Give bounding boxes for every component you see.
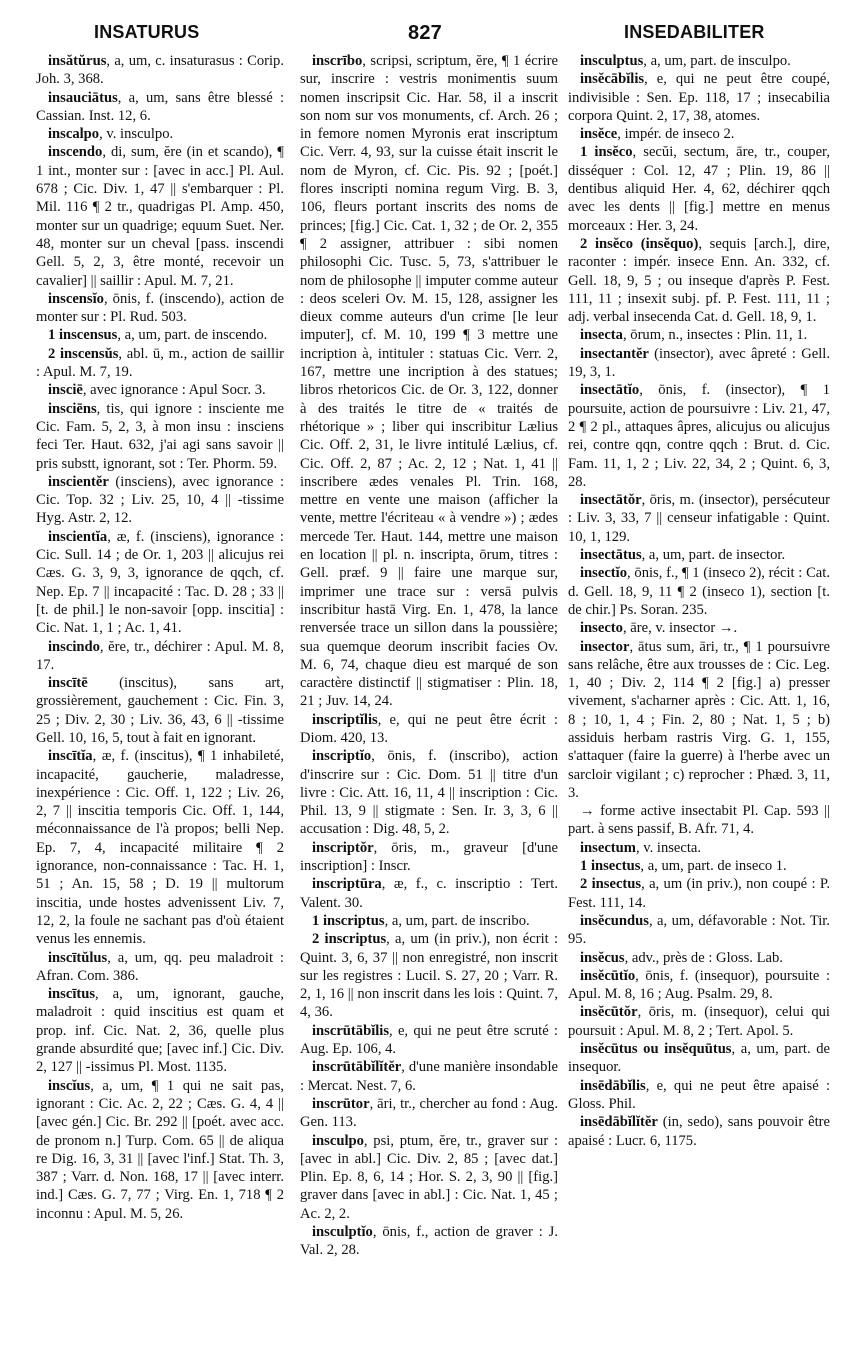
entry-headword: inscĭus <box>48 1077 91 1094</box>
dictionary-entry <box>36 473 284 528</box>
entry-headword: insciēns <box>48 400 97 417</box>
entry-definition: , a, um, part. de inseco 1. <box>640 858 787 875</box>
entry-headword: 2 inscriptus <box>312 931 387 948</box>
entry-definition: , a, um (in priv.), non écrit : Quint. 3, 6, 37 || non enregistré, non inscrit sur les registres : Lucil. S. 27, 20 ; Varr. R. 2, 1, 16 || non inscrit dans les lois : Quint. 7, 4, 36. <box>300 931 558 1021</box>
entry-definition: , æ, f. (insciens), ignorance : Cic. Sull. 14 ; de Or. 1, 203 || alicujus rei Cæs. G. 3, 9, 3, ignorance de qqch, cf. Nep. Ep. 7 || incapacité : Tac. D. 28 ; 33 || [t. de phil.] le non-savoir [opp. inscitia] : Cic. Nat. 1, 1 ; Ac. 1, 41. <box>36 528 284 637</box>
entry-definition: , ōnis, f. (insector), ¶ 1 poursuite, action de poursuivre : Liv. 21, 47, 2 ¶ 2 pl., attaques âpres, alicujus ou alicujus rei, contre qqn, contre qqch : Brut. d. Cic. Fam. 11, 1, 2 ; Liv. 22, 34, 2 ; Quint. 6, 3, 28. <box>568 382 830 490</box>
dictionary-entry <box>568 857 830 875</box>
dictionary-entry <box>300 1095 558 1132</box>
entry-headword: insĕcūtĭo <box>580 967 636 984</box>
dictionary-entry <box>568 70 830 125</box>
entry-definition: (insector), avec âpreté : Gell. 19, 3, 1. <box>568 345 830 381</box>
entry-headword: insectum <box>580 839 636 856</box>
entry-definition: , avec ignorance : Apul Socr. 3. <box>82 382 266 399</box>
entry-definition: , d'une manière insondable : Mercat. Nest. 7, 6. <box>300 1059 558 1094</box>
entry-headword: insĕce <box>580 126 618 143</box>
entry-definition: (in, sedo), sans pouvoir être apaisé : Lucr. 6, 1175. <box>568 1114 830 1149</box>
entry-headword: insectātus <box>580 547 642 564</box>
dictionary-entry <box>568 638 830 803</box>
dictionary-entry <box>300 1058 558 1095</box>
dictionary-entry <box>36 381 284 399</box>
dictionary-entry <box>568 1040 830 1077</box>
dictionary-entry <box>300 747 558 838</box>
entry-definition: , ōris, m. (insequor), celui qui poursuit : Apul. M. 8, 2 ; Tert. Apol. 5. <box>568 1004 830 1039</box>
entry-headword: inscientĕr <box>48 473 109 490</box>
entry-headword: insēdābĭlĭtĕr <box>580 1114 658 1131</box>
entry-headword: → <box>580 803 595 820</box>
dictionary-entry <box>568 546 830 564</box>
dictionary-entry <box>300 52 558 711</box>
entry-headword: insătŭrus <box>48 53 107 69</box>
entry-definition: forme active insectabit Pl. Cap. 593 || part. à sens passif, B. Afr. 71, 4. <box>568 803 830 838</box>
dictionary-entry <box>568 345 830 382</box>
dictionary-entry <box>300 839 558 876</box>
entry-headword: inscrūtābĭlĭtĕr <box>312 1059 402 1076</box>
dictionary-entry <box>36 89 284 126</box>
dictionary-entry <box>36 400 284 473</box>
entry-headword: inscītē <box>48 675 88 692</box>
entry-definition: , scripsi, scriptum, ĕre, ¶ 1 écrire sur, inscrire : vestris monimentis suum nomen inscripsit Cic. Har. 58, il a inscrit son nom sur vos monuments, cf. Arch. 26 ; in femore nomen Myronis erat inscriptum Cic. Verr. 4, 93, sur la cuisse était inscrit le nom de Myron, cf. Cic. Pis. 92 ; [poét.] flores inscripti nomina regum Virg. B. 3, 106, fleurs portant inscrits des noms de princes; [fig.] Cic. Cat. 1, 32 ; de Or. 2, 355 ¶ 2 assigner, attribuer : sibi nomen philosophi Cic. Tusc. 5, 73, s'attribuer le nom de philosophe || imputer comme auteur : deos sceleri Ov. M. 15, 128, assigner les dieux comme auteurs d'un crime [le leur imputer], cf. M. 10, 199 ¶ 3 mettre une incription à, intituler : statuas Cic. Verr. 2, 167, mettre une incription à des statues; libros rhetoricos Cic. de Or. 3, 122, donner à des traités le titre de « traités de rhétorique » ; liber qui inscribitur Lælius Cic. Off. 2, 31, le livre intitulé Lælius, cf. Cic. Off. 2, 87 ; Ac. 2, 12 ; Nat. 1, 41 || inscribere ædes venales Pl. Trin. 168, mettre en vente une maison (afficher la vente, mettre l'écriteau « à vendre ») ; ædes mercede Ter. Haut. 144, mettre une maison en location || pl. n. inscripta, ōrum, titres : Gell. præf. 9 || faire une marque sur, imprimer une trace sur : versā pulvis inscribitur hastā Virg. En. 1, 478, la lance renversée trace un sillon dans la poussière; sua quemque deorum inscribit facies Ov. M. 6, 74, chaque dieu est marqué de son caractère distinctif || stigmatiser : Plin. 18, 21 ; Juv. 14, 24. <box>300 53 558 710</box>
entry-headword: inscensĭo <box>48 290 104 307</box>
entry-definition: , tis, qui ignore : insciente me Cic. Fam. 5, 2, 3, à mon insu : insciens feci Ter. Haut. 632, j'ai agi sans savoir || pris substt, ignorant, sot : Ter. Phorm. 59. <box>36 400 284 472</box>
dictionary-entry <box>36 528 284 638</box>
entry-definition: , a, um, part. de insculpo. <box>643 53 791 69</box>
entry-definition: , abl. ū, m., action de saillir : Apul. M. 7, 19. <box>36 345 284 381</box>
entry-definition: , ōnis, f. (inscendo), action de monter sur : Pl. Rud. 503. <box>36 290 284 326</box>
entry-headword: insectātŏr <box>580 492 642 509</box>
entry-headword: 1 insectus <box>580 858 641 875</box>
entry-definition: , ātus sum, āri, tr., ¶ 1 poursuivre sans relâche, être aux trousses de : Cic. Leg. 1, 40 ; Div. 2, 114 ¶ 2 [fig.] a) presser vivement, s'acharner après : Cic. Att. 1, 16, 8 ; 10, 1, 4 ; Fin. 2, 80 ; Nat. 1, 5 ; b) assiduis herbam rastris Virg. G. 1, 155, s'attaquer (faire la guerre) à l'herbe avec un sarcloir vigilant ; c) reprocher : Phæd. 3, 11, 3. <box>568 638 830 801</box>
dictionary-entry <box>568 967 830 1004</box>
dictionary-entry <box>568 125 830 143</box>
entry-definition: , sequis [arch.], dire, raconter : impér. insece Enn. An. 332, cf. Gell. 18, 9, 5 ; ou inseque d'après P. Fest. 111, 11 ; insexit subj. pf. P. Fest. 111, 11 ; adj. verbal insecenda Cat. d. Gell. 18, 9, 1. <box>568 235 830 326</box>
entry-definition: , a, um, part. de insequor. <box>568 1041 830 1076</box>
column-3 <box>568 52 830 1347</box>
dictionary-entry <box>300 875 558 912</box>
entry-headword: insecta <box>580 327 623 344</box>
column-1 <box>36 52 284 1347</box>
entry-definition: , ōnis, f., action de graver : J. Val. 2, 28. <box>300 1224 558 1259</box>
entry-definition: , secŭi, sectum, āre, tr., couper, disséquer : Col. 12, 47 ; Plin. 19, 86 || dentibus aliquid Her. 4, 62, déchirer qqch avec les dents || [fig.] mettre en menus morceaux : Her. 3, 24. <box>568 144 830 234</box>
entry-definition: , a, um, ignorant, gauche, maladroit : quid inscitius est quam et prop. inf. Cic. Nat. 2, 36, quelle plus grande absurdité que; [avec inf.] Cic. Div. 2, 127 || -issimus Pl. Most. 1135. <box>36 986 284 1076</box>
entry-definition: , a, um, part. de inscribo. <box>384 912 530 929</box>
entry-headword: insectantĕr <box>580 345 649 362</box>
entry-headword: 2 insĕco (insĕquo) <box>580 235 699 252</box>
entry-definition: , ōris, m., graveur [d'une inscription] : Inscr. <box>300 839 558 875</box>
entry-definition: , ōnis, f., ¶ 1 (inseco 2), récit : Cat. d. Gell. 18, 9, 11 ¶ 2 (inseco 1), section [t. de chir.] Ps. Soran. 235. <box>568 565 830 618</box>
entry-definition: , a, um, défavorable : Not. Tir. 95. <box>568 912 830 948</box>
dictionary-entry <box>568 143 830 234</box>
entry-definition: , ōnis, f. (insequor), poursuite : Apul. M. 8, 16 ; Aug. Psalm. 29, 8. <box>568 967 830 1003</box>
dictionary-entry <box>300 1223 558 1260</box>
entry-headword: insĕcus <box>580 949 625 966</box>
page-header <box>0 14 846 48</box>
entry-definition: , e, qui ne peut être apaisé : Gloss. Phil. <box>568 1077 830 1112</box>
entry-headword: insciē <box>48 382 83 399</box>
dictionary-entry <box>568 52 830 70</box>
dictionary-entry <box>568 839 830 857</box>
running-head-right: INSEDABILITER <box>624 22 765 42</box>
entry-headword: inscriptĭo <box>312 748 372 765</box>
column-2 <box>300 52 558 1347</box>
entry-headword: insĕcūtus ou insĕquūtus <box>580 1041 732 1058</box>
entry-definition: , æ, f. (inscitus), ¶ 1 inhabileté, incapacité, gaucherie, maladresse, inexpérience : Cic. Off. 1, 122 ; Liv. 26, 2, 7 || inscitia temporis Cic. Off. 1, 144, méconnaissance de l'à propos; belli Nep. Ep. 7, 4, incapacité militaire ¶ 2 ignorance, non-connaissance : Tac. H. 1, 51 ; An. 15, 58 ; D. 19 || multorum inscitia, unde hostes advenissent Liv. 7, 12, 2, la foule ne sachant pas d'où étaient venus les ennemis. <box>36 748 284 948</box>
dictionary-entry <box>36 290 284 327</box>
dictionary-entry <box>568 1003 830 1040</box>
entry-headword: inscalpo <box>48 126 100 143</box>
running-head-left: INSATURUS <box>94 22 200 42</box>
dictionary-entry <box>568 1113 830 1150</box>
entry-headword: insecto <box>580 620 623 637</box>
dictionary-entry <box>568 564 830 619</box>
page-number: 827 <box>408 22 442 44</box>
dictionary-entry <box>568 912 830 949</box>
entry-definition: , ĕre, tr., déchirer : Apul. M. 8, 17. <box>36 638 284 673</box>
dictionary-entry <box>568 235 830 326</box>
dictionary-entry <box>36 674 284 747</box>
entry-headword: 1 insĕco <box>580 144 633 161</box>
entry-definition: , a, um, part. de inscendo. <box>117 327 268 344</box>
dictionary-entry <box>568 949 830 967</box>
entry-definition: , āri, tr., chercher au fond : Aug. Gen. 113. <box>300 1095 558 1131</box>
entry-headword: 1 inscensus <box>48 327 118 344</box>
entry-definition: , ōrum, n., insectes : Plin. 11, 1. <box>622 327 808 344</box>
entry-definition: (inscitus), sans art, grossièrement, gauchement : Cic. Fin. 3, 25 ; Div. 2, 30 ; Liv. 36, 43, 6 || -tissime Gell. 10, 16, 5, tout à fait en ignorant. <box>36 675 284 746</box>
entry-headword: inscītus <box>48 986 96 1003</box>
entry-definition: , v. insculpo. <box>99 126 174 143</box>
entry-headword: insectĭo <box>580 565 628 582</box>
dictionary-entry <box>568 619 830 637</box>
entry-definition: , ōnis, f. (inscribo), action d'inscrire sur : Cic. Dom. 51 || titre d'un livre : Cic. Att. 16, 11, 4 || inscription : Cic. Phil. 13, 9 || stigmate : Sen. Ir. 3, 3, 6 || accusation : Dig. 48, 5, 2. <box>300 748 558 838</box>
entry-definition: , v. insecta. <box>635 839 702 856</box>
entry-definition: , æ, f., c. inscriptio : Tert. Valent. 30. <box>300 876 558 911</box>
dictionary-entry <box>568 491 830 546</box>
entry-definition: , psi, ptum, ĕre, tr., graver sur : [avec in abl.] Cic. Div. 2, 85 ; [avec dat.] Plin. Ep. 8, 6, 14 ; Hor. S. 2, 3, 90 || [fig.] graver dans [avec in abl.] : Cic. Nat. 1, 45 ; Ac. 2, 2. <box>300 1132 558 1222</box>
entry-definition: , a, um, c. insaturasus : Corip. Joh. 3, 368. <box>36 53 284 88</box>
entry-definition: , adv., près de : Gloss. Lab. <box>624 949 783 966</box>
entry-headword: inscriptĭlis <box>312 711 378 728</box>
entry-headword: inscrūtābĭlis <box>312 1022 390 1039</box>
dictionary-entry <box>36 52 284 89</box>
dictionary-entry <box>300 912 558 930</box>
entry-headword: inscindo <box>48 638 100 655</box>
dictionary-entry <box>36 143 284 289</box>
dictionary-entry <box>36 345 284 382</box>
entry-headword: insector <box>580 638 630 655</box>
entry-headword: inscientĭa <box>48 528 108 545</box>
entry-headword: insculpo <box>312 1132 364 1149</box>
entry-headword: insĕcūtŏr <box>580 1004 638 1021</box>
entry-definition: , a, um (in priv.), non coupé : P. Fest. 111, 14. <box>568 876 830 911</box>
dictionary-entry <box>36 1077 284 1223</box>
dictionary-entry <box>568 1077 830 1114</box>
dictionary-entry <box>36 747 284 948</box>
entry-headword: inscriptūra <box>312 876 382 893</box>
entry-headword: inscriptŏr <box>312 839 374 856</box>
entry-definition: , a, um, qq. peu maladroit : Afran. Com. 386. <box>36 949 284 984</box>
dictionary-entry <box>568 802 830 839</box>
dictionary-entry <box>36 985 284 1076</box>
dictionary-entry <box>36 125 284 143</box>
entry-definition: , a, um, ¶ 1 qui ne sait pas, ignorant : Cic. Ac. 2, 22 ; Cæs. G. 4, 4 || [avec gén.] Cic. Br. 292 || [poét. avec acc. de pronom n.] Turp. Com. 65 || de aliqua re Dig. 16, 3, 31 || [avec l'inf.] Stat. Th. 3, 387 ; Varr. d. Non. 168, 17 || [avec interr. ind.] Cæs. G. 7, 77 ; Virg. En. 1, 718 ¶ 2 inconnu : Apul. M. 5, 26. <box>36 1077 284 1222</box>
entry-headword: insēdābĭlis <box>580 1077 646 1094</box>
entry-headword: insectātĭo <box>580 382 640 399</box>
entry-definition: , ōris, m. (insector), persécuteur : Liv. 3, 33, 7 || censeur infatigable : Quint. 10, 1, 129. <box>568 492 830 545</box>
entry-headword: insculptĭo <box>312 1224 373 1240</box>
entry-definition: , di, sum, ĕre (in et scando), ¶ 1 int., monter sur : [avec in acc.] Pl. Aul. 678 ; Cic. Div. 1, 47 || s'embarquer : Pl. Mil. 116 ¶ 2 tr., quadrigas Pl. Amp. 450, monter sur un quadrige; equum Suet. Ner. 48, monter sur un cheval [pass. inscendi Gell. 5, 2, 3, être monté, recevoir un cavalier] || saillir : Apul. M. 7, 21. <box>36 144 284 289</box>
entry-definition: , impér. de inseco 2. <box>617 126 735 143</box>
entry-headword: inscrībo <box>312 53 363 69</box>
entry-headword: insauciātus <box>48 89 118 106</box>
dictionary-entry <box>300 930 558 1021</box>
entry-headword: inscītŭlus <box>48 949 108 966</box>
dictionary-entry <box>300 1132 558 1223</box>
entry-definition: , a, um, sans être blessé : Cassian. Inst. 12, 6. <box>36 89 284 124</box>
entry-headword: 1 inscriptus <box>312 912 385 929</box>
entry-definition: , a, um, part. de insector. <box>641 547 786 564</box>
dictionary-entry <box>568 381 830 491</box>
dictionary-entry <box>300 1022 558 1059</box>
entry-definition: , e, qui ne peut être coupé, indivisible : Sen. Ep. 118, 17 ; insecabilia corpora Quint. 2, 17, 38, atomes. <box>568 71 830 124</box>
dictionary-entry <box>568 326 830 344</box>
entry-definition: (insciens), avec ignorance : Cic. Top. 32 ; Liv. 25, 10, 4 || -tissime Hyg. Astr. 2, 12. <box>36 473 284 527</box>
entry-headword: inscendo <box>48 144 103 161</box>
entry-headword: inscītĭa <box>48 748 93 765</box>
entry-definition: , e, qui ne peut être écrit : Diom. 420, 13. <box>300 711 558 746</box>
dictionary-entry <box>36 326 284 344</box>
entry-headword: insĕcābĭlis <box>580 71 645 88</box>
entry-headword: insculptus <box>580 53 644 69</box>
dictionary-entry <box>568 875 830 912</box>
entry-definition: , e, qui ne peut être scruté : Aug. Ep. 106, 4. <box>300 1022 558 1058</box>
entry-definition: , āre, v. insector →. <box>622 620 738 637</box>
entry-headword: 2 inscensŭs <box>48 345 119 362</box>
dictionary-entry <box>36 638 284 675</box>
dictionary-entry <box>300 711 558 748</box>
entry-headword: inscrūtor <box>312 1095 370 1112</box>
dictionary-entry <box>36 949 284 986</box>
entry-headword: insĕcundus <box>580 912 649 929</box>
entry-headword: 2 insectus <box>580 876 642 893</box>
